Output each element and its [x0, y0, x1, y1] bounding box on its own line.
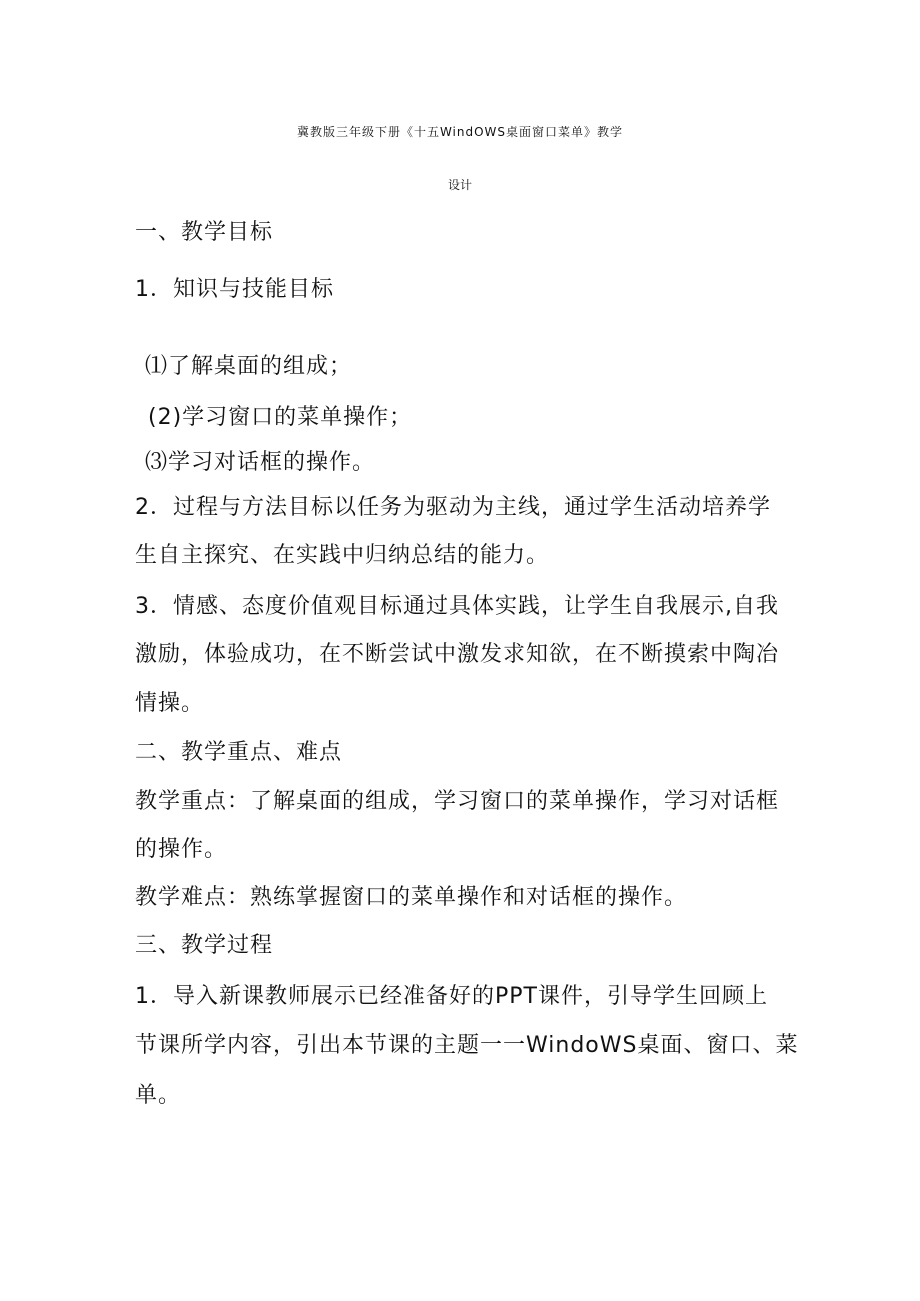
list-item: ⑴了解桌面的组成；	[145, 354, 353, 379]
subheading-knowledge-skills: 1．知识与技能目标	[135, 277, 334, 302]
paragraph-line: 教学难点：熟练掌握窗口的菜单操作和对话框的操作。	[135, 885, 688, 910]
paragraph-line: 的操作。	[135, 837, 228, 862]
section-heading-process: 三、教学过程	[135, 933, 274, 958]
paragraph-line: 3．情感、态度价值观目标通过具体实践，让学生自我展示,自我	[135, 594, 779, 619]
paragraph-line: 生自主探究、在实践中归纳总结的能力。	[135, 543, 550, 568]
section-heading-key-points: 二、教学重点、难点	[135, 740, 343, 765]
section-heading-objectives: 一、教学目标	[135, 220, 274, 245]
list-item: (2)学习窗口的菜单操作；	[148, 405, 413, 430]
paragraph-line: 教学重点：了解桌面的组成，学习窗口的菜单操作，学习对话框	[135, 789, 780, 814]
list-item: ⑶学习对话框的操作。	[145, 450, 376, 475]
paragraph-line: 2．过程与方法目标以任务为驱动为主线，通过学生活动培养学	[135, 495, 771, 520]
paragraph-line: 1．导入新课教师展示已经准备好的PPT课件，引导学生回顾上	[135, 984, 768, 1009]
paragraph-line: 单。	[135, 1083, 182, 1108]
paragraph-line: 节课所学内容，引出本节课的主题一一WindoWS桌面、窗口、菜	[135, 1033, 799, 1058]
doc-title-line1: 冀教版三年级下册《十五WindOWS桌面窗口菜单》教学	[296, 125, 624, 139]
paragraph-line: 激励，体验成功，在不断尝试中激发求知欲，在不断摸索中陶冶	[135, 642, 780, 667]
paragraph-line: 情操。	[135, 691, 205, 716]
doc-title-line2: 设计	[447, 178, 472, 192]
